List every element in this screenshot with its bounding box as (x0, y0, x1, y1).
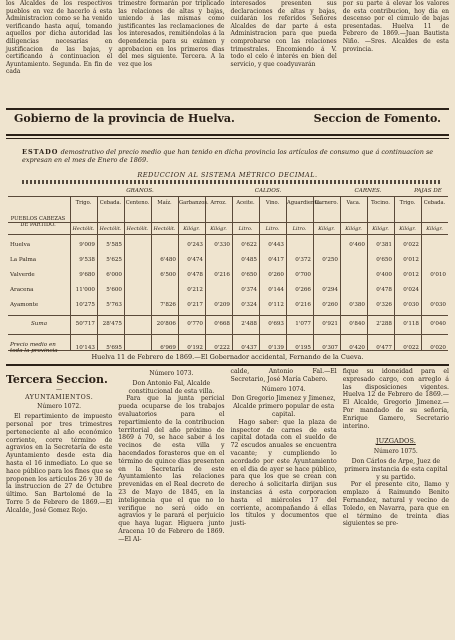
table-cell: 0'400 (376, 272, 392, 278)
notice-1074-continuation: fique su idoneidad para el expresado cargo, con arreglo á las disposiciones vigentes. Huelva 12 de Febrero de 1869.—El Alcalde, Gregorio Jimenez.—Por mandado de su señoría, Enrique Gamero, Secretario interino. (342, 368, 449, 430)
table-cell: 0'478 (376, 287, 392, 293)
table-cell: 0'326 (376, 302, 392, 308)
table-cell: 0'693 (268, 321, 284, 327)
table-row-label: Valverde (10, 272, 35, 278)
table-cell: 0'460 (349, 242, 365, 248)
table-cell: 11'000 (75, 287, 95, 293)
wavy-ornament (22, 180, 442, 184)
bottom-column-4 (343, 368, 449, 640)
column-unit-10: Kilógr. (345, 226, 362, 232)
top-column-1: los Alcaldes de los respectivos pueblos en vez de hacerlo á esta Administracion como se ha venido verificando hasta aquí, tomando aquellos por dicha autoridad las diligencias necesarias en justificacion de las bajas, y certificando á continuacion el Ayuntamiento. Segunda. En fin de cada (6, 0, 113, 76)
table-cell: 0'474 (187, 257, 203, 263)
table-row-label: La Palma (10, 257, 37, 263)
bottom-column-1 (6, 368, 112, 640)
notice-1073-text: Para que la junta pericial pueda ocuparse de los trabajos evaluatorios para el repartimiento de la contribucion territorial del año próximo de 1869 á 70, se hace saber á los vecinos de esta villa y hacendados forasteros que en el término de quince dias presenten en la Secretaría de este Ayuntamiento las relaciones prevenidas en el Real decreto de 23 de Mayo de 1845, en la inteligencia que el que no lo verifique no será oido en agravios y le parará el perjuicio que haya lugar. Higuera junto Aracena 10 de Febrero de 1869.—El Al- (118, 395, 225, 543)
column-unit-9: Kilógr. (318, 226, 335, 232)
table-cell: 20'806 (156, 321, 176, 327)
notice-number-1075: Número 1075. (373, 448, 418, 456)
notice-1074-who: Don Gregorio Jimenez y Jimenez, Alcalde primero popular de esta capital. (231, 395, 336, 418)
table-cell: 1'077 (295, 321, 311, 327)
column-header-11: Tocino. (371, 200, 390, 206)
table-cell: 0'417 (268, 257, 284, 263)
table-cell: 0'668 (214, 321, 230, 327)
table-vrule-1 (124, 196, 125, 350)
table-cell: 0'420 (349, 345, 365, 351)
table-cell: 0'477 (376, 345, 392, 351)
table-cell: 0'372 (295, 257, 311, 263)
row-header: PUEBLOS CABEZAS DE PARTIDO. (10, 216, 66, 228)
column-unit-4: Kilógr. (183, 226, 200, 232)
column-unit-7: Litro. (265, 226, 280, 232)
table-cell: 28'475 (102, 321, 122, 327)
section-header (14, 112, 441, 130)
table-cell: 0'010 (430, 272, 446, 278)
table-cell: 0'770 (187, 321, 203, 327)
column-header-1: Cebada. (99, 200, 122, 206)
table-cell: 10'143 (75, 345, 95, 351)
notice-1074-text: Hago saber: que la plaza de inspector de carnes de esta capital dotada con el sueldo de 72 escudos anuales se encuentra vacante; y cumpliendo lo acordado por este Ayuntamiento en el dia de ayer se hace público, para que los que se crean con derecho á solicitarla dirijan sus instancias á esta corporacion hasta el miércoles 17 del corriente, acompañando á ellas los títulos y documentos que justi- (230, 418, 337, 528)
table-cell: 9'538 (79, 257, 95, 263)
table-cell: 0'324 (241, 302, 257, 308)
column-header-8: Aguardiente. (287, 200, 322, 206)
table-row-label: Huelva (10, 242, 31, 248)
table-cell: 10'275 (75, 302, 95, 308)
table-cell: 5'600 (106, 287, 122, 293)
table-cell: 0'243 (187, 242, 203, 248)
table-rule-3 (8, 315, 448, 316)
column-unit-1: Hectólit. (99, 226, 122, 232)
top-continuation-columns (6, 0, 449, 106)
column-unit-8: Litro. (292, 226, 307, 232)
table-cell: 0'118 (403, 321, 419, 327)
header-right: Seccion de Fomento. (313, 112, 441, 125)
table-cell: 9'009 (79, 242, 95, 248)
column-unit-11: Kilógr. (372, 226, 389, 232)
table-cell: 5'625 (106, 257, 122, 263)
table-cell: 9'680 (79, 272, 95, 278)
bottom-column-3 (231, 368, 337, 640)
table-cell: 0'921 (322, 321, 338, 327)
table-cell: 0'260 (322, 302, 338, 308)
table-cell: 0'212 (187, 287, 203, 293)
table-cell: 0'040 (430, 321, 446, 327)
table-cell: 6'500 (160, 272, 176, 278)
divider-under-header (6, 134, 449, 136)
notice-number-1074: Número 1074. (261, 385, 306, 393)
column-header-2: Centeno. (125, 200, 150, 206)
group-caldos: CALDOS. (254, 188, 282, 194)
table-cell: 0'216 (214, 272, 230, 278)
column-unit-12: Kilógr. (399, 226, 416, 232)
column-unit-13: Kilógr. (426, 226, 443, 232)
table-cell: 0'022 (403, 242, 419, 248)
table-rule-1 (8, 222, 448, 223)
table-row-label: Ayamonte (10, 302, 39, 308)
column-header-9: Carnero. (314, 200, 339, 206)
table-cell: 0'485 (241, 257, 257, 263)
notice-1073-who: Don Antonio Fal, Alcalde constitucional de esta villa. (128, 379, 215, 395)
table-cell: 5'695 (106, 345, 122, 351)
table-cell: 0'012 (403, 272, 419, 278)
column-header-13: Cebada. (423, 200, 446, 206)
column-unit-2: Hectólit. (126, 226, 149, 232)
table-cell: 0'700 (295, 272, 311, 278)
ayuntamientos-subheading: AYUNTAMIENTOS. (25, 393, 94, 401)
column-header-12: Trigo. (399, 200, 416, 206)
table-cell: 0'222 (214, 345, 230, 351)
column-header-6: Aceite. (236, 200, 255, 206)
table-rule-0 (8, 196, 448, 197)
table-cell: 0'650 (376, 257, 392, 263)
table-cell: 0'024 (403, 287, 419, 293)
table-cell: 0'840 (349, 321, 365, 327)
table-cell: 0'022 (403, 345, 419, 351)
table-cell: 0'216 (295, 302, 311, 308)
table-cell: 0'030 (403, 302, 419, 308)
notice-1075-who: Don Cárlos de Arpe, Juez de primera instancia de esta capital y su partido. (344, 457, 448, 481)
column-header-0: Trigo. (75, 200, 92, 206)
top-column-4: por su parte á elevar los valores de esta contribucion, hoy dia en descenso por el cúmulo de bajas presentadas. Huelva 11 de Febrero de 1869.—Juan Bautista Niño. —Sres. Alcaldes de esta provincia. (342, 0, 449, 53)
table-cell: 0'192 (187, 345, 203, 351)
dash-separator: — (56, 385, 63, 393)
juzgados-heading: JUZGADOS. (375, 437, 416, 446)
group-granos: GRANOS. (126, 188, 154, 194)
table-cell: 0'250 (322, 257, 338, 263)
table-cell: 6'000 (106, 272, 122, 278)
table-cell: 0'217 (187, 302, 203, 308)
table-cell: 0'294 (322, 287, 338, 293)
table-cell: 0'478 (187, 272, 203, 278)
table-cell: 0'144 (268, 287, 284, 293)
table-cell: 0'260 (268, 272, 284, 278)
divider-bottom (6, 364, 449, 366)
table-cell: 0'195 (295, 345, 311, 351)
header-left: Gobierno de la provincia de Huelva. (14, 112, 235, 125)
table-row-label: Suma (30, 321, 48, 327)
notice-number-1073: Número 1073. (149, 370, 194, 377)
divider-top (6, 108, 449, 110)
table-cell: 0'030 (430, 302, 446, 308)
column-header-5: Arroz. (210, 200, 227, 206)
table-cell: 0'381 (376, 242, 392, 248)
table-cell: 0'112 (268, 302, 284, 308)
estado-text: demostrativo del precio medio que han tenido en dicha provincia los artículos de consumo que á continuacion se expresan en el mes de Enero de 1869. (22, 148, 434, 164)
table-cell: 5'763 (106, 302, 122, 308)
table-row-label: Aracena (10, 287, 34, 293)
table-cell: 7'826 (160, 302, 176, 308)
group-pajas: PAJAS DE (414, 188, 442, 194)
column-header-3: Maíz. (157, 200, 172, 206)
bottom-column-2 (118, 368, 224, 640)
reduccion-heading: REDUCCION AL SISTEMA MÉTRICO DECIMAL. (137, 171, 318, 179)
divider-under-header-thin (6, 138, 449, 139)
table-cell: 0'209 (214, 302, 230, 308)
column-header-10: Vaca. (346, 200, 361, 206)
table-cell: 0'139 (268, 345, 284, 351)
table-cell: 6'480 (160, 257, 176, 263)
estado-title (22, 148, 442, 164)
table-cell: 0'443 (268, 242, 284, 248)
notice-1072-text: El repartimiento de impuesto personal por tres trimestres perteneciente al año económico corriente, corre término de agravios en la Secretaría de este Ayuntamiento desde esta dia hasta el 16 inmediato. Lo que se hace público para los fines que se proponen los artículos 26 y 30 de la instruccion de 27 de Octubre último. San Bartolomé de la Torre 5 de Febrero de 1869.—El Alcalde, José Gomez Rojo. (6, 413, 113, 514)
table-cell: 0'330 (214, 242, 230, 248)
group-carnes: CARNES. (354, 188, 382, 194)
table-cell: 50'717 (75, 321, 95, 327)
bottom-columns (6, 368, 449, 640)
signature-line: Huelva 11 de Febrero de 1869.—El Gobernador accidental, Fernando de la Cueva. (91, 353, 364, 361)
column-header-7: Vino. (265, 200, 280, 206)
table-cell: 6'969 (160, 345, 176, 351)
notice-1073-continuation: calde, Antonio Fal.—El Secretario, José María Cabero. (230, 368, 337, 383)
top-column-3: interesados presenten sus declaraciones de altas y bajas, cuidarán los referidos Señores Alcaldes de dar parte á esta Administracion para que pueda comprobarse con las relaciones trimestrales. Encomiendo á V. todo el celo é interés en bien del servicio, y que coadyuvarán (230, 0, 337, 68)
table-cell: 0'020 (430, 345, 446, 351)
estado-lead: ESTADO (22, 148, 59, 156)
notice-1075-text: Por el presente cito, llamo y emplazo á Raimundo Benito Fernandez, natural y vecino de Toledo, en Navarra, para que en el término de treinta dias siguientes se pre- (342, 481, 449, 528)
column-unit-5: Kilógr. (210, 226, 227, 232)
table-cell: 0'374 (241, 287, 257, 293)
table-cell: 0'622 (241, 242, 257, 248)
price-table (8, 186, 448, 354)
table-cell: 0'650 (241, 272, 257, 278)
column-header-4: Garbanzos. (179, 200, 209, 206)
table-cell: 0'380 (349, 302, 365, 308)
column-unit-0: Hectólit. (72, 226, 95, 232)
column-unit-6: Litro. (238, 226, 253, 232)
table-cell: 0'012 (403, 257, 419, 263)
table-cell: 2'288 (376, 321, 392, 327)
table-cell: 5'585 (106, 242, 122, 248)
column-unit-3: Hectólit. (153, 226, 176, 232)
notice-number-1072: Número 1072. (37, 403, 82, 411)
table-cell: 0'266 (295, 287, 311, 293)
table-cell: 0'307 (322, 345, 338, 351)
table-cell: 0'437 (241, 345, 257, 351)
table-row-label: Precio medio en toda la provincia (10, 342, 58, 354)
top-column-2: trimestre formarán por triplicado las relaciones de altas y bajas, uniendo á las mismas como justificantes las reclamaciones de los interesados, remitiéndolas á la dependencia para su exámen y aprobacion en los primeros dias del mes siguiente. Tercera. A la vez que los (118, 0, 225, 68)
table-rule-2 (8, 234, 448, 235)
tercera-seccion-heading: Tercera Seccion. (6, 373, 108, 386)
table-cell: 2'488 (241, 321, 257, 327)
table-rule-4 (8, 334, 448, 335)
